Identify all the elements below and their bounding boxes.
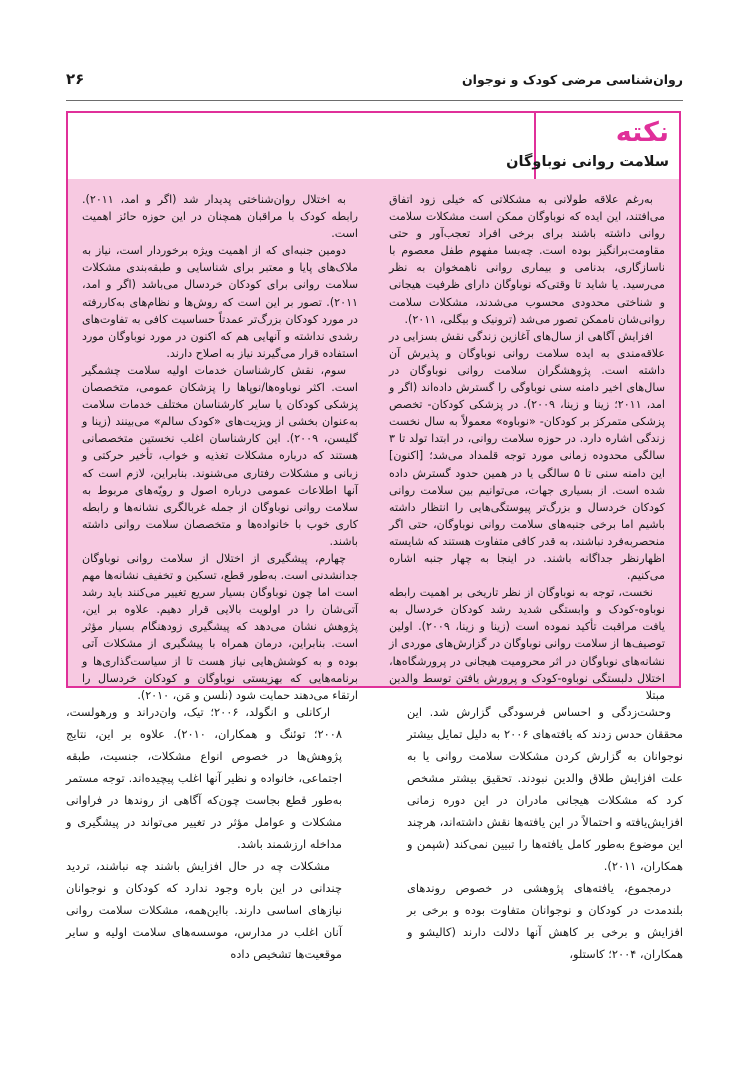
body-paragraph: درمجموع، یافته‌های پژوهشی در خصوص روندهای بلندمدت در کودکان و نوجوانان متفاوت بوده و برخی بر افزایش و برخی بر کاهش آنها دلالت دارند (کالیشو و همکاران، ۲۰۰۴؛ کاستلو،: [407, 881, 683, 961]
running-title: روان‌شناسی مرضی کودک و نوجوان: [461, 72, 683, 87]
note-paragraph: دومین جنبه‌ای که از اهمیت ویژه برخوردار است، نیاز به ملاک‌های پایا و معتبر برای شناسایی و طبقه‌بندی مشکلات سلامت روانی برای کودکان خردسال می‌باشد (اگر و امد، ۲۰۱۱). تصور بر این است که روش‌ها و نظام‌های به‌کاررفته در مورد کودکان بزرگ‌تر عمدتاً حساسیت کافی به تفاوت‌های رشدی نداشته و آنهایی هم که اکنون در مورد نوباوگان مورد استفاده قرار می‌گیرند نیاز به اصلاح دارند.: [82, 244, 358, 360]
note-paragraph: به‌رغم علاقه طولانی به مشکلاتی که خیلی زود اتفاق می‌افتند، این ایده که نوباوگان ممکن است مشکلات سلامت روانی داشته باشند برای برخی افراد تعجب‌آور و حتی مقاومت‌برانگیز بوده است. چه‌بسا مفهوم طفل معصوم با ناسازگاری، بدنامی و بیماری روانی ناهمخوان به نظر می‌رسید. یا شاید تا وقتی‌که نوباوگان دارای ظرفیت هیجانی و شناختی محدودی محسوب می‌شدند، مشکلات سلامت روانی‌شان ناممکن تصور می‌شد (ترونیک و بیگلی، ۲۰۱۱).: [389, 193, 665, 326]
main-column-right: [407, 701, 683, 1000]
note-title: نکته: [615, 117, 669, 148]
note-box: [66, 111, 681, 702]
note-paragraph: به اختلال روان‌شناختی پدیدار شد (اگر و امد، ۲۰۱۱). رابطه کودک با مراقبان همچنان در این حوزه حائز اهمیت است.: [82, 193, 358, 241]
body-paragraph: وحشت‌زدگی و احساس فرسودگی گزارش شد. این محققان حدس زدند که یافته‌های ۲۰۰۶ به دلیل تمایل بیشتر نوجوانان به گزارش کردن مشکلات سلامت روانی یا به علت افزایش طلاق والدین نبودند. تحقیق بیشتر مشخص کرد که مشکلات هیجانی مادران در این دوره زمانی افزایش‌یافته و احتمالاً در این یافته‌ها نقش داشته‌اند، هرچند این موضوع به‌طور کامل یافته‌ها را تبیین نمی‌کند (شپمن و همکاران، ۲۰۱۱).: [407, 705, 683, 873]
note-subtitle: سلامت روانی نوباوگان: [506, 154, 669, 170]
note-paragraph: چهارم، پیشگیری از اختلال از سلامت روانی نوباوگان جدانشدنی است. به‌طور قطع، تسکین و تخفیف نشانه‌ها مهم است اما چون نوباوگان بسیار سریع تغییر می‌کنند باید رشد آتی‌شان را در اولویت بالایی قرار دهیم. علاوه بر این، پژوهش نشان می‌دهد که پیشگیری زودهنگام بسیار مؤثر است. بنابراین، درمان همراه با پیشگیری از مشکلات آتی بوده و به کوشش‌هایی نیاز هست تا از سیاست‌گذاری‌ها و برنامه‌هایی که بهزیستی نوباوگان و کودکان خردسال را ارتقاء می‌دهند حمایت شود (نلسن و مَن، ۲۰۱۰).: [82, 551, 358, 702]
page-header: [66, 70, 683, 96]
header-divider: [66, 100, 683, 101]
note-body: [68, 179, 679, 702]
note-paragraph: سوم، نقش کارشناسان خدمات اولیه سلامت چشمگیر است. اکثر نوباوه‌ها/نوپاها را پزشکان عمومی، متخصصان پزشکی کودکان یا سایر کارشناسان مختلف خدمات سلامت به‌عنوان بخشی از ویزیت‌های «کودک سالم» می‌بینند (زینا و گلیسن، ۲۰۰۹). این کارشناسان اغلب نخستین متخصصانی هستند که درباره مشکلات تغذیه و خواب، تأخیر حرکتی و زبانی و مشکلات رفتاری می‌شنوند. بنابراین، لازم است که آنها اطلاعات عمومی درباره اصول و رویّه‌های مربوط به سلامت روانی نوباوگان از جمله غربالگری نشانه‌ها و رابطه کاری خوب با خانواده‌ها و متخصصان سلامت روانی داشته باشند.: [82, 363, 358, 548]
note-paragraph: افزایش آگاهی از سال‌های آغازین زندگی نقش بسزایی در علاقه‌مندی به ایده سلامت روانی نوباوگان و پذیرش آن داشته است. پژوهشگران سلامت روانی نوباوگان در سال‌های اخیر دامنه سنی نوباوگی را گسترش داده‌اند (اگر و امد، ۲۰۱۱؛ زینا و زینا، ۲۰۰۹). در پزشکی کودکان- تخصص پزشکی متمرکز بر کودکان- «نوباوه» معمولاً به سال نخست زندگی اشاره دارد. در حوزه سلامت روانی، در ابتدا تولد تا ۳ سالگی محدوده زمانی مورد توجه قلمداد می‌شد؛ [اکنون] این دامنه سنی تا ۵ سالگی یا در همین حدود گسترش داده شده است. از بسیاری جهات، می‌توانیم بین سلامت روانی کودکان خردسال و بزرگ‌تر پیوستگی‌هایی را انتظار داشته باشیم اما برخی جنبه‌های سلامت روانی نوباوگان، حتی اگر منحصربه‌فرد نباشند، به قدر کافی متفاوت هستند که شایسته اظهارنظر جداگانه باشند. در اینجا به چهار جنبه اشاره می‌کنیم.: [389, 329, 665, 583]
note-column-right: [389, 191, 665, 702]
main-column-left: [66, 701, 342, 1000]
note-top-band: [68, 113, 536, 179]
note-paragraph: نخست، توجه به نوباوگان از نظر تاریخی بر اهمیت رابطه نوباوه-کودک و وابستگی شدید رشد کودکان خردسال به یافت مراقبت تأکید نموده است (زینا و زینا، ۲۰۰۹). اولین توصیف‌ها از سلامت روانی نوباوگان در گزارش‌های موردی از نشانه‌های نوباوگان در اثر محرومیت هیجانی در پرورشگاه‌ها، اختلال دلبستگی نوباوه-کودک و پرورش یافتن توسط والدین مبتلا: [389, 586, 665, 702]
body-paragraph: مشکلات چه در حال افزایش باشند چه نباشند، تردید چندانی در این باره وجود ندارد که کودکان و نوجوانان نیازهای اساسی دارند. بااین‌همه، مشکلات سلامت روانی آنان اغلب در مدارس، موسسه‌های سلامت اولیه و سایر موقعیت‌ها تشخیص داده: [66, 859, 342, 961]
page-number: ۲۶: [66, 70, 85, 88]
note-column-left: [82, 191, 358, 702]
body-paragraph: ارکانلی و انگولد، ۲۰۰۶؛ تیک، وان‌دراند و ورهولست، ۲۰۰۸؛ توئنگ و همکاران، ۲۰۱۰). علاوه بر این، نتایج پژوهش‌ها در خصوص انواع مشکلات، جنسیت، طبقه اجتماعی، خانواده و نظیر آنها اغلب پیچیده‌اند. توجه مستمر به‌طور قطع بجاست چون‌که آگاهی از روندها در فراوانی مشکلات و عوامل مؤثر در تغییر می‌تواند در پیشگیری و مداخله ارزشمند باشد.: [66, 705, 342, 851]
